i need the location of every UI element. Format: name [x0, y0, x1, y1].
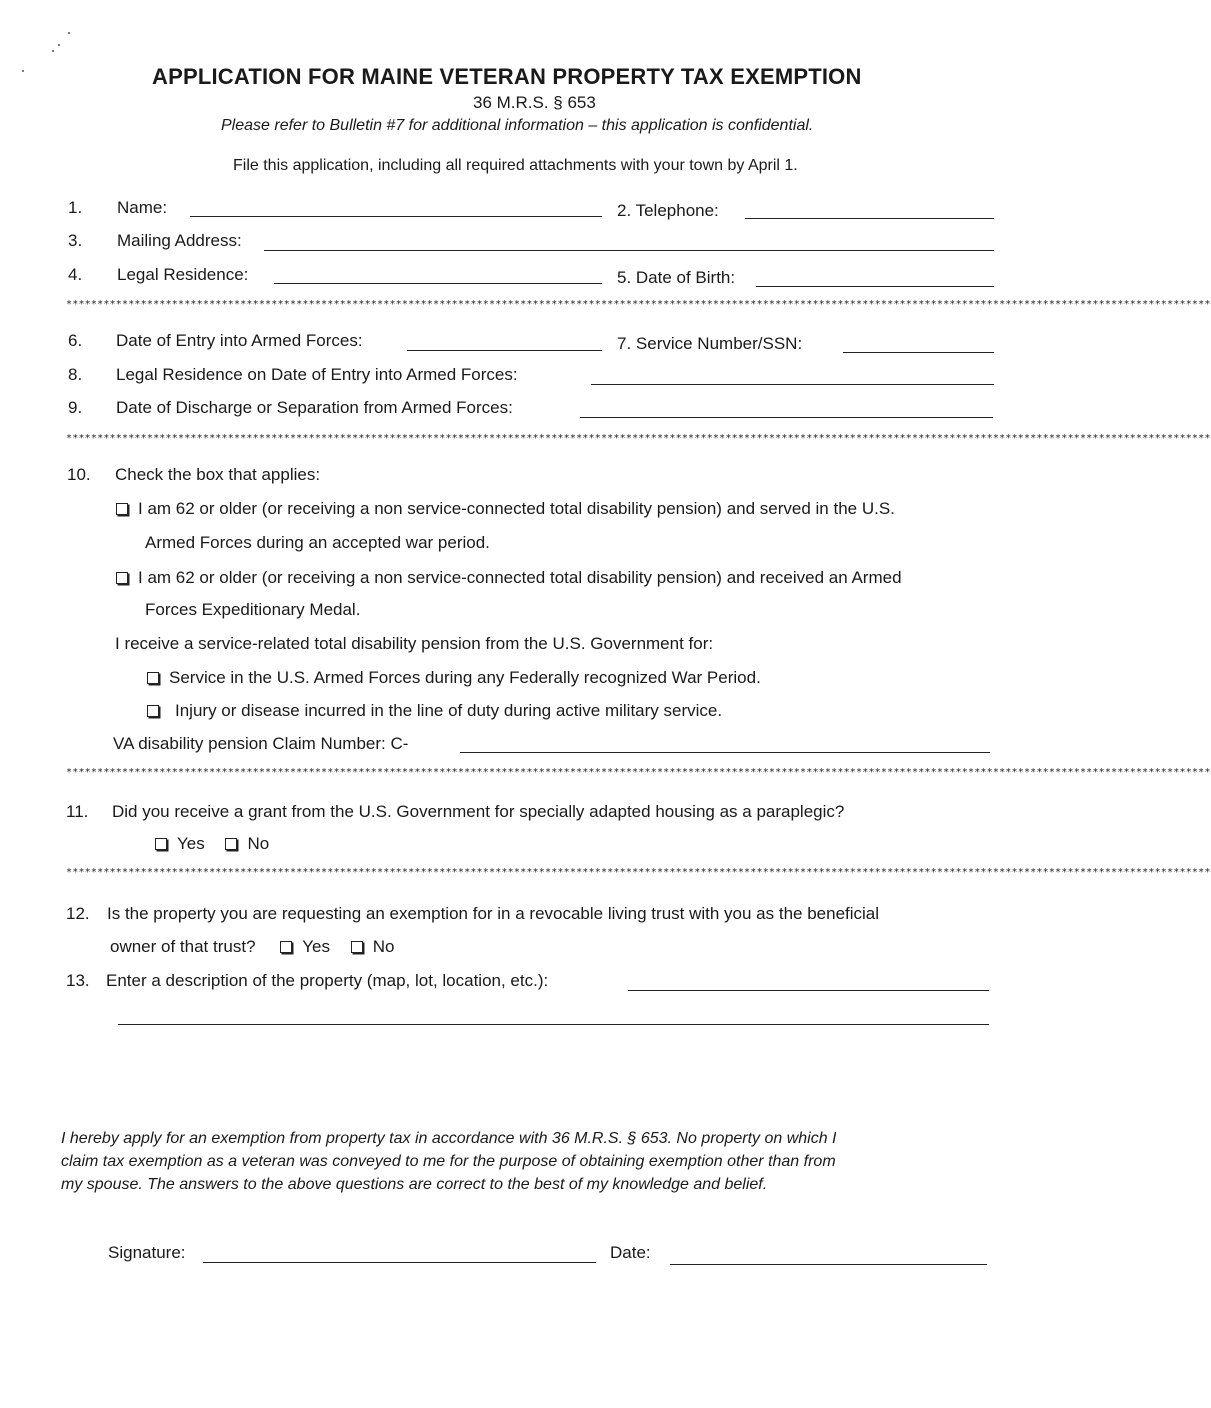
pension-option-injury: [147, 701, 722, 721]
separator-stars: ****************************************************************************************************************************************************************************************: [66, 299, 1211, 310]
q13-number: 13.: [66, 971, 90, 990]
name-field[interactable]: [190, 216, 602, 217]
telephone-field[interactable]: [745, 218, 994, 219]
q12-no-checkbox[interactable]: [351, 941, 363, 953]
q10-label: Check the box that applies:: [115, 465, 321, 484]
q10-option-1-text: I am 62 or older (or receiving a non service-connected total disability pension) and served in the U.S.: [138, 499, 895, 518]
legal-residence-field[interactable]: [274, 283, 602, 284]
entry-residence-field[interactable]: [591, 384, 994, 385]
pension-option-war-period: [147, 668, 761, 688]
scan-speck: [52, 50, 54, 52]
telephone-label: 2. Telephone:: [617, 201, 719, 220]
mailing-address-field[interactable]: [264, 250, 994, 251]
claim-number-field[interactable]: [460, 752, 990, 753]
service-number-field[interactable]: [843, 352, 994, 353]
entry-residence-label: Legal Residence on Date of Entry into Armed Forces:: [116, 365, 518, 384]
q10-option-2-continuation: Forces Expeditionary Medal.: [145, 600, 361, 619]
separator-stars: ****************************************************************************************************************************************************************************************: [66, 867, 1211, 878]
discharge-date-label: Date of Discharge or Separation from Armed Forces:: [116, 398, 513, 417]
q12-question-line1: Is the property you are requesting an exemption for in a revocable living trust with you as the beneficial: [107, 904, 880, 923]
date-field[interactable]: [670, 1264, 987, 1265]
date-label: Date:: [610, 1243, 651, 1262]
legal-residence-label: Legal Residence:: [117, 265, 249, 284]
scan-speck: [68, 32, 70, 34]
date-of-birth-label: 5. Date of Birth:: [617, 268, 736, 287]
declaration-line-2: claim tax exemption as a veteran was conveyed to me for the purpose of obtaining exemption other than from: [61, 1153, 836, 1170]
declaration-line-3: my spouse. The answers to the above questions are correct to the best of my knowledge and belief.: [61, 1176, 768, 1193]
q3-number: 3.: [68, 231, 83, 250]
date-of-birth-field[interactable]: [756, 286, 994, 287]
q11-number: 11.: [66, 802, 89, 821]
q8-number: 8.: [68, 365, 83, 384]
property-description-field-continued[interactable]: [118, 1024, 989, 1025]
q9-number: 9.: [68, 398, 83, 417]
q11-yes-checkbox[interactable]: [155, 838, 167, 850]
bulletin-note: Please refer to Bulletin #7 for additional information – this application is confidential.: [221, 117, 814, 134]
q10-option-2: [116, 568, 902, 588]
q12-question-line2: [110, 937, 394, 957]
scan-speck: [58, 44, 60, 46]
injury-checkbox[interactable]: [147, 705, 159, 717]
q10-option-1-continuation: Armed Forces during an accepted war period.: [145, 533, 490, 552]
q12-question-line2-text: owner of that trust?: [110, 937, 256, 956]
statute-reference: 36 M.R.S. § 653: [473, 93, 596, 112]
discharge-date-field[interactable]: [580, 417, 993, 418]
q12-yes-label: Yes: [302, 937, 330, 956]
q6-number: 6.: [68, 331, 83, 350]
q10-number: 10.: [67, 465, 91, 484]
signature-label: Signature:: [108, 1243, 186, 1262]
q11-no-label: No: [247, 834, 270, 853]
war-service-checkbox[interactable]: [147, 672, 159, 684]
pension-option-injury-text: Injury or disease incurred in the line of duty during active military service.: [175, 701, 723, 720]
q4-number: 4.: [68, 265, 83, 284]
q10-option-2-text: I am 62 or older (or receiving a non service-connected total disability pension) and received an Armed: [138, 568, 902, 587]
claim-number-label: VA disability pension Claim Number: C-: [113, 734, 409, 753]
separator-stars: ****************************************************************************************************************************************************************************************: [66, 433, 1211, 444]
filing-instruction: File this application, including all required attachments with your town by April 1.: [233, 157, 798, 174]
property-description-field[interactable]: [628, 990, 989, 991]
q12-yes-checkbox[interactable]: [280, 941, 292, 953]
mailing-address-label: Mailing Address:: [117, 231, 242, 250]
q11-question: Did you receive a grant from the U.S. Government for specially adapted housing as a paraplegic?: [112, 802, 845, 821]
q1-number: 1.: [68, 198, 83, 217]
entry-date-label: Date of Entry into Armed Forces:: [116, 331, 363, 350]
declaration-line-1: I hereby apply for an exemption from property tax in accordance with 36 M.R.S. § 653. No property on which I: [61, 1130, 837, 1147]
service-number-label: 7. Service Number/SSN:: [617, 334, 803, 353]
q11-no-checkbox[interactable]: [225, 838, 237, 850]
expeditionary-medal-checkbox[interactable]: [116, 572, 128, 584]
name-label: Name:: [117, 198, 168, 217]
war-period-checkbox[interactable]: [116, 503, 128, 515]
scan-speck: [22, 70, 24, 72]
separator-stars: ****************************************************************************************************************************************************************************************: [66, 767, 1211, 778]
q12-number: 12.: [66, 904, 90, 923]
signature-field[interactable]: [203, 1262, 596, 1263]
form-title: APPLICATION FOR MAINE VETERAN PROPERTY TAX EXEMPTION: [152, 64, 862, 89]
q11-yes-label: Yes: [177, 834, 205, 853]
q13-label: Enter a description of the property (map, lot, location, etc.):: [106, 971, 549, 990]
entry-date-field[interactable]: [407, 350, 602, 351]
pension-intro: I receive a service-related total disability pension from the U.S. Government for:: [115, 634, 714, 653]
pension-option-war-period-text: Service in the U.S. Armed Forces during any Federally recognized War Period.: [169, 668, 761, 687]
q12-no-label: No: [372, 937, 395, 956]
q10-option-1: [116, 499, 895, 519]
q11-options: [155, 834, 269, 854]
